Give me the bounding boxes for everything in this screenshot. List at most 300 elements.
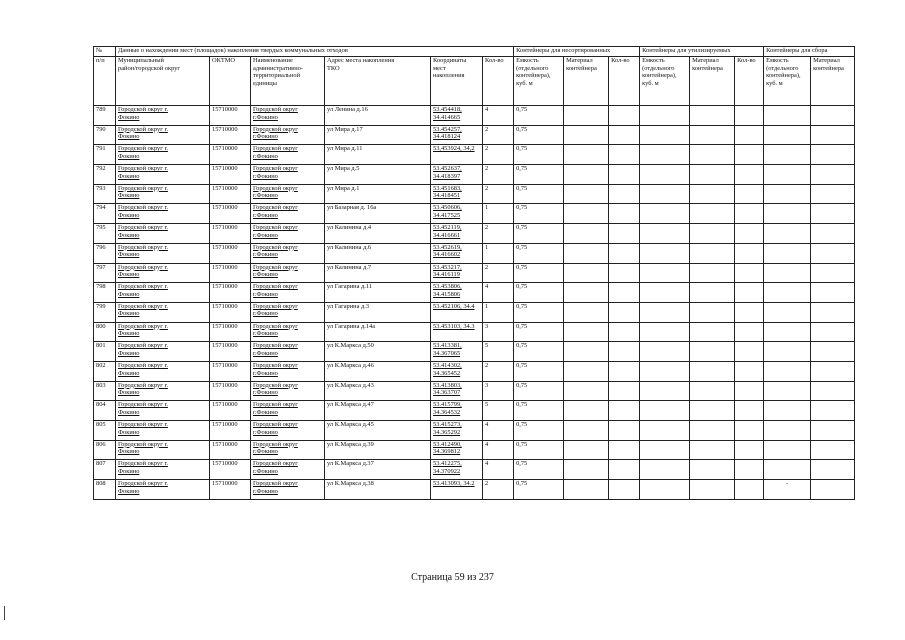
recycling-volume-cell	[640, 302, 690, 322]
collection-volume-cell	[764, 361, 811, 381]
recycling-qty-cell	[609, 145, 640, 165]
collection-qty-cell	[735, 421, 764, 441]
address-cell: ул Базарная д. 16а	[325, 204, 431, 224]
recycling-qty-cell	[609, 381, 640, 401]
recycling-material-cell	[690, 263, 735, 283]
collection-qty-cell	[735, 125, 764, 145]
table-row	[94, 361, 855, 381]
admin-unit-cell: Городской округ г.Фокино	[251, 145, 325, 165]
unsorted-material-cell	[564, 322, 609, 342]
collection-qty-cell	[735, 361, 764, 381]
row-number-cell: 805	[94, 421, 116, 441]
recycling-volume-cell	[640, 460, 690, 480]
unsorted-material-cell	[564, 106, 609, 126]
unsorted-volume-cell: 0,75	[514, 243, 564, 263]
coordinates-cell: 53.453806, 34.415806	[431, 283, 483, 303]
header-recycling-volume: Емкость (отдельного контейнера), куб. м	[640, 57, 690, 106]
collection-material-cell	[811, 302, 855, 322]
recycling-volume-cell	[640, 145, 690, 165]
header-address: Адрес места накопления ТКО	[325, 57, 431, 106]
recycling-material-cell	[690, 243, 735, 263]
unsorted-material-cell	[564, 440, 609, 460]
collection-volume-cell	[764, 283, 811, 303]
oktmo-cell: 15710000	[210, 165, 251, 185]
recycling-qty-cell	[609, 184, 640, 204]
district-cell: Городской округ г. Фокино	[116, 125, 210, 145]
row-number-cell: 804	[94, 401, 116, 421]
district-cell: Городской округ г. Фокино	[116, 302, 210, 322]
recycling-volume-cell	[640, 381, 690, 401]
collection-material-cell	[811, 381, 855, 401]
unsorted-qty-cell: 4	[483, 106, 514, 126]
oktmo-cell: 15710000	[210, 243, 251, 263]
unsorted-volume-cell: 0,75	[514, 440, 564, 460]
admin-unit-cell: Городской округ г.Фокино	[251, 460, 325, 480]
oktmo-cell: 15710000	[210, 440, 251, 460]
collection-material-cell	[811, 125, 855, 145]
unsorted-material-cell	[564, 165, 609, 185]
row-number-cell: 796	[94, 243, 116, 263]
oktmo-cell: 15710000	[210, 381, 251, 401]
coordinates-cell: 53.452106, 34.4	[431, 302, 483, 322]
collection-qty-cell	[735, 145, 764, 165]
unsorted-material-cell	[564, 460, 609, 480]
table-row	[94, 125, 855, 145]
address-cell: ул Гагарина д.11	[325, 283, 431, 303]
admin-unit-cell: Городской округ г.Фокино	[251, 480, 325, 500]
row-number-cell: 806	[94, 440, 116, 460]
collection-qty-cell	[735, 106, 764, 126]
unsorted-qty-cell: 4	[483, 460, 514, 480]
admin-unit-cell: Городской округ г.Фокино	[251, 165, 325, 185]
collection-material-cell	[811, 224, 855, 244]
admin-unit-cell: Городской округ г.Фокино	[251, 421, 325, 441]
recycling-volume-cell	[640, 401, 690, 421]
header-recycling-material: Материал контейнера	[690, 57, 735, 106]
coordinates-cell: 53.453103, 34.3	[431, 322, 483, 342]
coordinates-cell: 53.414302, 34.365452	[431, 361, 483, 381]
header-recycling-qty: Кол-во	[609, 57, 640, 106]
recycling-qty-cell	[609, 224, 640, 244]
table-row	[94, 401, 855, 421]
unsorted-volume-cell: 0,75	[514, 184, 564, 204]
collection-volume-cell	[764, 342, 811, 362]
district-cell: Городской округ г. Фокино	[116, 381, 210, 401]
collection-volume-cell	[764, 243, 811, 263]
district-cell: Городской округ г. Фокино	[116, 184, 210, 204]
row-number-cell: 792	[94, 165, 116, 185]
district-cell: Городской округ г. Фокино	[116, 243, 210, 263]
district-cell: Городской округ г. Фокино	[116, 480, 210, 500]
collection-qty-cell	[735, 381, 764, 401]
recycling-volume-cell	[640, 342, 690, 362]
collection-qty-cell	[735, 401, 764, 421]
unsorted-qty-cell: 3	[483, 381, 514, 401]
coordinates-cell: 53.413381, 34.367065	[431, 342, 483, 362]
table-row	[94, 243, 855, 263]
recycling-qty-cell	[609, 125, 640, 145]
row-number-cell: 798	[94, 283, 116, 303]
unsorted-material-cell	[564, 302, 609, 322]
recycling-qty-cell	[609, 263, 640, 283]
unsorted-qty-cell: 5	[483, 401, 514, 421]
coordinates-cell: 53.452637, 34.418397	[431, 165, 483, 185]
recycling-material-cell	[690, 145, 735, 165]
recycling-qty-cell	[609, 204, 640, 224]
recycling-volume-cell	[640, 184, 690, 204]
unsorted-qty-cell: 1	[483, 302, 514, 322]
recycling-qty-cell	[609, 165, 640, 185]
oktmo-cell: 15710000	[210, 184, 251, 204]
recycling-qty-cell	[609, 480, 640, 500]
admin-unit-cell: Городской округ г.Фокино	[251, 283, 325, 303]
unsorted-qty-cell: 2	[483, 361, 514, 381]
row-number-cell: 803	[94, 381, 116, 401]
row-number-cell: 794	[94, 204, 116, 224]
collection-qty-cell	[735, 243, 764, 263]
table-row	[94, 283, 855, 303]
unsorted-qty-cell: 4	[483, 421, 514, 441]
table-row	[94, 322, 855, 342]
admin-unit-cell: Городской округ г.Фокино	[251, 204, 325, 224]
collection-material-cell	[811, 401, 855, 421]
coordinates-cell: 53.413803, 34.363707	[431, 381, 483, 401]
unsorted-volume-cell: 0,75	[514, 381, 564, 401]
recycling-material-cell	[690, 125, 735, 145]
row-number-cell: 801	[94, 342, 116, 362]
row-number-cell: 793	[94, 184, 116, 204]
unsorted-material-cell	[564, 361, 609, 381]
header-coordinates: Координаты мест накопления	[431, 57, 483, 106]
coordinates-cell: 53.412490, 34.369812	[431, 440, 483, 460]
oktmo-cell: 15710000	[210, 224, 251, 244]
table-row	[94, 381, 855, 401]
admin-unit-cell: Городской округ г.Фокино	[251, 302, 325, 322]
oktmo-cell: 15710000	[210, 401, 251, 421]
table-row	[94, 440, 855, 460]
coordinates-cell: 53.450606, 34.417525	[431, 204, 483, 224]
unsorted-qty-cell: 1	[483, 243, 514, 263]
unsorted-material-cell	[564, 401, 609, 421]
recycling-qty-cell	[609, 421, 640, 441]
collection-volume-cell	[764, 381, 811, 401]
address-cell: ул К.Маркса д.45	[325, 421, 431, 441]
coordinates-cell: 53.412275, 34.370922	[431, 460, 483, 480]
unsorted-volume-cell: 0,75	[514, 165, 564, 185]
header-pn: п/п	[94, 57, 116, 106]
recycling-volume-cell	[640, 421, 690, 441]
coordinates-cell: 53.415273, 34.365292	[431, 421, 483, 441]
row-number-cell: 808	[94, 480, 116, 500]
collection-volume-cell	[764, 460, 811, 480]
address-cell: ул К.Маркса д.47	[325, 401, 431, 421]
header-group-location: Данные о нахождении мест (площадок) накопления твердых коммунальных отходов	[116, 47, 514, 57]
oktmo-cell: 15710000	[210, 480, 251, 500]
recycling-volume-cell	[640, 361, 690, 381]
unsorted-volume-cell: 0,75	[514, 342, 564, 362]
collection-material-cell	[811, 184, 855, 204]
unsorted-material-cell	[564, 381, 609, 401]
collection-material-cell	[811, 342, 855, 362]
collection-qty-cell	[735, 440, 764, 460]
collection-material-cell	[811, 263, 855, 283]
district-cell: Городской округ г. Фокино	[116, 440, 210, 460]
header-district: Муниципальный район/городской округ	[116, 57, 210, 106]
oktmo-cell: 15710000	[210, 322, 251, 342]
header-group-collection: Контейнеры для сбора	[764, 47, 855, 57]
district-cell: Городской округ г. Фокино	[116, 263, 210, 283]
address-cell: ул К.Маркса д.46	[325, 361, 431, 381]
unsorted-material-cell	[564, 204, 609, 224]
collection-material-cell	[811, 283, 855, 303]
coordinates-cell: 53.451683, 34.418451	[431, 184, 483, 204]
row-number-cell: 789	[94, 106, 116, 126]
collection-qty-cell	[735, 283, 764, 303]
district-cell: Городской округ г. Фокино	[116, 421, 210, 441]
unsorted-volume-cell: 0,75	[514, 460, 564, 480]
collection-qty-cell	[735, 480, 764, 500]
header-number: №	[94, 47, 116, 57]
address-cell: ул Мира д.17	[325, 125, 431, 145]
collection-qty-cell	[735, 302, 764, 322]
oktmo-cell: 15710000	[210, 283, 251, 303]
recycling-qty-cell	[609, 302, 640, 322]
table-row	[94, 145, 855, 165]
oktmo-cell: 15710000	[210, 106, 251, 126]
address-cell: ул Мира д.11	[325, 145, 431, 165]
coordinates-cell: 53.452119, 34.416661	[431, 224, 483, 244]
recycling-material-cell	[690, 342, 735, 362]
recycling-volume-cell	[640, 440, 690, 460]
unsorted-volume-cell: 0,75	[514, 421, 564, 441]
unsorted-material-cell	[564, 342, 609, 362]
collection-material-cell	[811, 361, 855, 381]
table-row	[94, 106, 855, 126]
header-group-unsorted: Контейнеры для несортированных	[514, 47, 640, 57]
admin-unit-cell: Городской округ г.Фокино	[251, 224, 325, 244]
oktmo-cell: 15710000	[210, 204, 251, 224]
row-number-cell: 799	[94, 302, 116, 322]
unsorted-qty-cell: 2	[483, 165, 514, 185]
district-cell: Городской округ г. Фокино	[116, 361, 210, 381]
unsorted-qty-cell: 2	[483, 125, 514, 145]
address-cell: ул Мира д.5	[325, 165, 431, 185]
collection-qty-cell	[735, 165, 764, 185]
admin-unit-cell: Городской округ г.Фокино	[251, 440, 325, 460]
district-cell: Городской округ г. Фокино	[116, 106, 210, 126]
recycling-material-cell	[690, 401, 735, 421]
admin-unit-cell: Городской округ г.Фокино	[251, 125, 325, 145]
coordinates-cell: 53.413093, 34.2	[431, 480, 483, 500]
recycling-volume-cell	[640, 263, 690, 283]
oktmo-cell: 15710000	[210, 342, 251, 362]
coordinates-cell: 53.454418, 34.414665	[431, 106, 483, 126]
collection-volume-cell	[764, 145, 811, 165]
waste-sites-table	[93, 46, 855, 500]
admin-unit-cell: Городской округ г.Фокино	[251, 184, 325, 204]
district-cell: Городской округ г. Фокино	[116, 322, 210, 342]
collection-material-cell	[811, 440, 855, 460]
collection-qty-cell	[735, 224, 764, 244]
unsorted-material-cell	[564, 263, 609, 283]
admin-unit-cell: Городской округ г.Фокино	[251, 106, 325, 126]
recycling-volume-cell	[640, 480, 690, 500]
recycling-material-cell	[690, 322, 735, 342]
address-cell: ул К.Маркса д.39	[325, 440, 431, 460]
collection-volume-cell	[764, 125, 811, 145]
unsorted-volume-cell: 0,75	[514, 322, 564, 342]
oktmo-cell: 15710000	[210, 125, 251, 145]
unsorted-volume-cell: 0,75	[514, 361, 564, 381]
collection-volume-cell	[764, 184, 811, 204]
address-cell: ул К.Маркса д.38	[325, 480, 431, 500]
oktmo-cell: 15710000	[210, 145, 251, 165]
table-body	[94, 106, 855, 500]
header-collection-material: Материал контейнера	[811, 57, 855, 106]
table-row	[94, 480, 855, 500]
unsorted-volume-cell: 0,75	[514, 283, 564, 303]
header-unsorted-material: Материал контейнера	[564, 57, 609, 106]
unsorted-material-cell	[564, 480, 609, 500]
collection-volume-cell	[764, 204, 811, 224]
collection-volume-cell	[764, 165, 811, 185]
unsorted-material-cell	[564, 283, 609, 303]
recycling-material-cell	[690, 361, 735, 381]
row-number-cell: 802	[94, 361, 116, 381]
recycling-material-cell	[690, 283, 735, 303]
unsorted-volume-cell: 0,75	[514, 401, 564, 421]
unsorted-qty-cell: 2	[483, 480, 514, 500]
table-row	[94, 165, 855, 185]
collection-qty-cell	[735, 460, 764, 480]
address-cell: ул Гагарина д.3	[325, 302, 431, 322]
collection-material-cell	[811, 243, 855, 263]
table-row	[94, 460, 855, 480]
unsorted-material-cell	[564, 243, 609, 263]
page-number: Страница 59 из 237	[411, 572, 494, 583]
unsorted-qty-cell: 2	[483, 224, 514, 244]
address-cell: ул К.Маркса д.37	[325, 460, 431, 480]
recycling-qty-cell	[609, 361, 640, 381]
header-unsorted-qty: Кол-во	[483, 57, 514, 106]
address-cell: ул Калинина д.4	[325, 224, 431, 244]
recycling-qty-cell	[609, 401, 640, 421]
recycling-material-cell	[690, 224, 735, 244]
admin-unit-cell: Городской округ г.Фокино	[251, 381, 325, 401]
collection-volume-cell	[764, 421, 811, 441]
unsorted-qty-cell: 2	[483, 263, 514, 283]
recycling-volume-cell	[640, 283, 690, 303]
recycling-volume-cell	[640, 243, 690, 263]
unsorted-qty-cell: 2	[483, 184, 514, 204]
unsorted-material-cell	[564, 224, 609, 244]
recycling-qty-cell	[609, 283, 640, 303]
collection-material-cell	[811, 145, 855, 165]
unsorted-volume-cell: 0,75	[514, 302, 564, 322]
collection-volume-cell	[764, 106, 811, 126]
row-number-cell: 800	[94, 322, 116, 342]
row-number-cell: 795	[94, 224, 116, 244]
collection-material-cell	[811, 322, 855, 342]
recycling-volume-cell	[640, 125, 690, 145]
recycling-material-cell	[690, 460, 735, 480]
collection-material-cell	[811, 460, 855, 480]
header-collection-volume: Емкость (отдельного контейнера), куб. м	[764, 57, 811, 106]
collection-volume-cell	[764, 302, 811, 322]
district-cell: Городской округ г. Фокино	[116, 224, 210, 244]
admin-unit-cell: Городской округ г.Фокино	[251, 322, 325, 342]
coordinates-cell: 53.452619, 34.416602	[431, 243, 483, 263]
row-number-cell: 807	[94, 460, 116, 480]
collection-material-cell	[811, 421, 855, 441]
address-cell: ул Калинина д.7	[325, 263, 431, 283]
registry-table-page	[93, 46, 855, 500]
district-cell: Городской округ г. Фокино	[116, 460, 210, 480]
collection-material-cell	[811, 106, 855, 126]
recycling-material-cell	[690, 106, 735, 126]
recycling-volume-cell	[640, 106, 690, 126]
unsorted-qty-cell: 5	[483, 342, 514, 362]
unsorted-qty-cell: 4	[483, 440, 514, 460]
admin-unit-cell: Городской округ г.Фокино	[251, 263, 325, 283]
table-row	[94, 224, 855, 244]
recycling-qty-cell	[609, 322, 640, 342]
table-row	[94, 184, 855, 204]
recycling-volume-cell	[640, 204, 690, 224]
recycling-material-cell	[690, 440, 735, 460]
collection-qty-cell	[735, 342, 764, 362]
header-collection-qty: Кол-во	[735, 57, 764, 106]
recycling-material-cell	[690, 421, 735, 441]
address-cell: ул К.Маркса д.50	[325, 342, 431, 362]
unsorted-qty-cell: 4	[483, 283, 514, 303]
unsorted-volume-cell: 0,75	[514, 106, 564, 126]
row-number-cell: 790	[94, 125, 116, 145]
recycling-volume-cell	[640, 322, 690, 342]
collection-qty-cell	[735, 322, 764, 342]
collection-volume-cell	[764, 401, 811, 421]
district-cell: Городской округ г. Фокино	[116, 165, 210, 185]
district-cell: Городской округ г. Фокино	[116, 145, 210, 165]
collection-qty-cell	[735, 204, 764, 224]
coordinates-cell: 53.454257, 34.418124	[431, 125, 483, 145]
recycling-qty-cell	[609, 243, 640, 263]
unsorted-volume-cell: 0,75	[514, 263, 564, 283]
unsorted-volume-cell: 0,75	[514, 224, 564, 244]
unsorted-volume-cell: 0,75	[514, 125, 564, 145]
table-row	[94, 204, 855, 224]
recycling-qty-cell	[609, 460, 640, 480]
oktmo-cell: 15710000	[210, 263, 251, 283]
header-unsorted-volume: Емкость (отдельного контейнера), куб. м	[514, 57, 564, 106]
recycling-qty-cell	[609, 106, 640, 126]
recycling-material-cell	[690, 480, 735, 500]
coordinates-cell: 53,453924, 34,2	[431, 145, 483, 165]
collection-material-cell	[811, 480, 855, 500]
collection-volume-cell: -	[764, 480, 811, 500]
unsorted-volume-cell: 0,75	[514, 145, 564, 165]
table-row	[94, 342, 855, 362]
unsorted-material-cell	[564, 184, 609, 204]
table-row	[94, 421, 855, 441]
collection-material-cell	[811, 165, 855, 185]
address-cell: ул К.Маркса д.43	[325, 381, 431, 401]
recycling-material-cell	[690, 165, 735, 185]
district-cell: Городской округ г. Фокино	[116, 342, 210, 362]
collection-volume-cell	[764, 263, 811, 283]
row-number-cell: 797	[94, 263, 116, 283]
recycling-volume-cell	[640, 165, 690, 185]
